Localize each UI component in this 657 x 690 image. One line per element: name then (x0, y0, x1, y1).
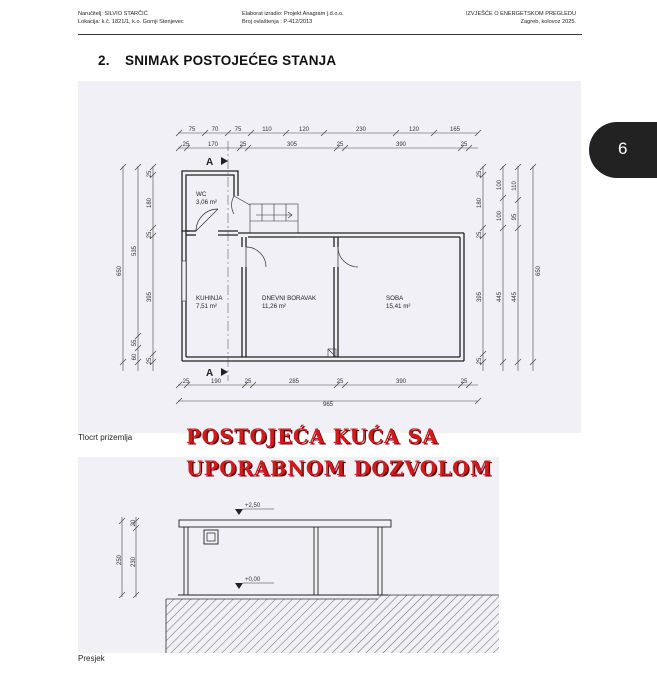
right-outer-2: 95 (512, 213, 518, 221)
right-inner-1: 25 (477, 170, 483, 178)
height-total: 250 (117, 554, 123, 566)
top-dim-4: 110 (262, 127, 272, 133)
bottom-dim-7: 25 (460, 379, 468, 385)
top-inner-5: 25 (336, 142, 344, 148)
floor-plan-drawing (78, 81, 581, 433)
top-inner-2: 170 (207, 142, 219, 148)
right-inner-5: 25 (477, 357, 483, 365)
room-wc-name: WC (196, 191, 207, 198)
top-inner-4: 305 (286, 142, 298, 148)
right-outer-3: 445 (512, 291, 518, 303)
left-inner-5: 25 (147, 357, 153, 365)
top-inner-3: 25 (239, 142, 247, 148)
left-mid-2: 55 (132, 339, 138, 347)
left-mid-1: 535 (132, 245, 138, 257)
page-number: 6 (618, 139, 628, 158)
top-dim-3: 75 (234, 127, 242, 133)
header-left (78, 11, 184, 26)
permit-stamp-line1: POSTOJEĆA KUĆA SA (186, 425, 439, 448)
prepared-by-line: Elaborat izradio: Projekt Anagram j.d.o.o. (242, 11, 344, 17)
left-inner-2: 180 (147, 197, 153, 209)
location-line: Lokacija: k.č. 1821/1, k.o. Gornji Stenjevec (78, 18, 184, 25)
top-dim-7: 120 (408, 127, 420, 133)
top-dim-1: 75 (188, 127, 196, 133)
page-number-tab (589, 122, 657, 178)
header-divider (78, 34, 582, 35)
overall-width: 965 (322, 402, 334, 408)
bottom-dim-2: 190 (210, 379, 222, 385)
left-mid-3: 60 (132, 353, 138, 361)
section-caption: Presjek (78, 654, 105, 663)
room-living-name: DNEVNI BORAVAK (262, 295, 317, 302)
left-inner-1: 25 (147, 170, 153, 178)
section-marker-bottom: A (206, 368, 214, 379)
top-inner-1: 25 (182, 142, 190, 148)
section-drawing (78, 457, 499, 653)
section-number: 2. (98, 53, 110, 68)
top-dim-8: 165 (449, 127, 461, 133)
right-mid-3: 445 (497, 291, 503, 303)
top-dim-6: 230 (355, 127, 367, 133)
room-bedroom-area: 15,41 m² (386, 303, 411, 310)
left-inner-3: 25 (147, 231, 153, 239)
height-slab: 20 (131, 519, 137, 527)
bottom-dim-3: 25 (244, 379, 252, 385)
left-total: 650 (117, 265, 123, 277)
level-top: +2,50 (245, 503, 261, 509)
license-line: Broj ovlaštenja : P-412/2013 (242, 18, 313, 25)
top-inner-6: 390 (395, 142, 407, 148)
bottom-dim-1: 25 (182, 379, 190, 385)
room-living-area: 11,26 m² (262, 303, 286, 310)
room-kitchen-area: 7,51 m² (196, 303, 217, 310)
section-title: SNIMAK POSTOJEĆEG STANJA (125, 53, 337, 68)
bottom-dim-6: 390 (395, 379, 407, 385)
right-total: 650 (536, 265, 542, 277)
header-middle (242, 11, 344, 26)
height-wall: 230 (131, 556, 137, 568)
right-mid-1: 100 (497, 179, 503, 191)
right-inner-2: 180 (477, 197, 483, 209)
bottom-dim-5: 25 (336, 379, 344, 385)
right-outer-1: 110 (512, 181, 518, 191)
client-line: Naručitelj: SILVIO STARČIĆ (78, 11, 148, 17)
top-dim-5: 120 (298, 127, 310, 133)
top-dim-2: 70 (211, 127, 219, 133)
right-mid-2: 100 (497, 210, 503, 222)
top-inner-7: 25 (460, 142, 468, 148)
room-kitchen-name: KUHINJA (196, 295, 223, 302)
section-marker-top: A (206, 157, 214, 168)
bottom-dim-4: 285 (288, 379, 300, 385)
place-date: Zagreb, kolovoz 2025. (520, 18, 576, 25)
header-right (440, 11, 576, 26)
room-wc-area: 3,06 m² (196, 199, 217, 206)
room-bedroom-name: SOBA (386, 295, 404, 302)
level-ground: +0,00 (245, 577, 261, 583)
right-inner-4: 395 (477, 291, 483, 303)
section-heading (98, 53, 336, 68)
report-title: IZVJEŠĆE O ENERGETSKOM PREGLEDU (465, 11, 576, 17)
left-inner-4: 395 (147, 291, 153, 303)
floor-plan-caption: Tlocrt prizemlja (78, 433, 133, 442)
right-inner-3: 25 (477, 231, 483, 239)
permit-stamp-line2: UPORABNOM DOZVOLOM (186, 457, 493, 480)
